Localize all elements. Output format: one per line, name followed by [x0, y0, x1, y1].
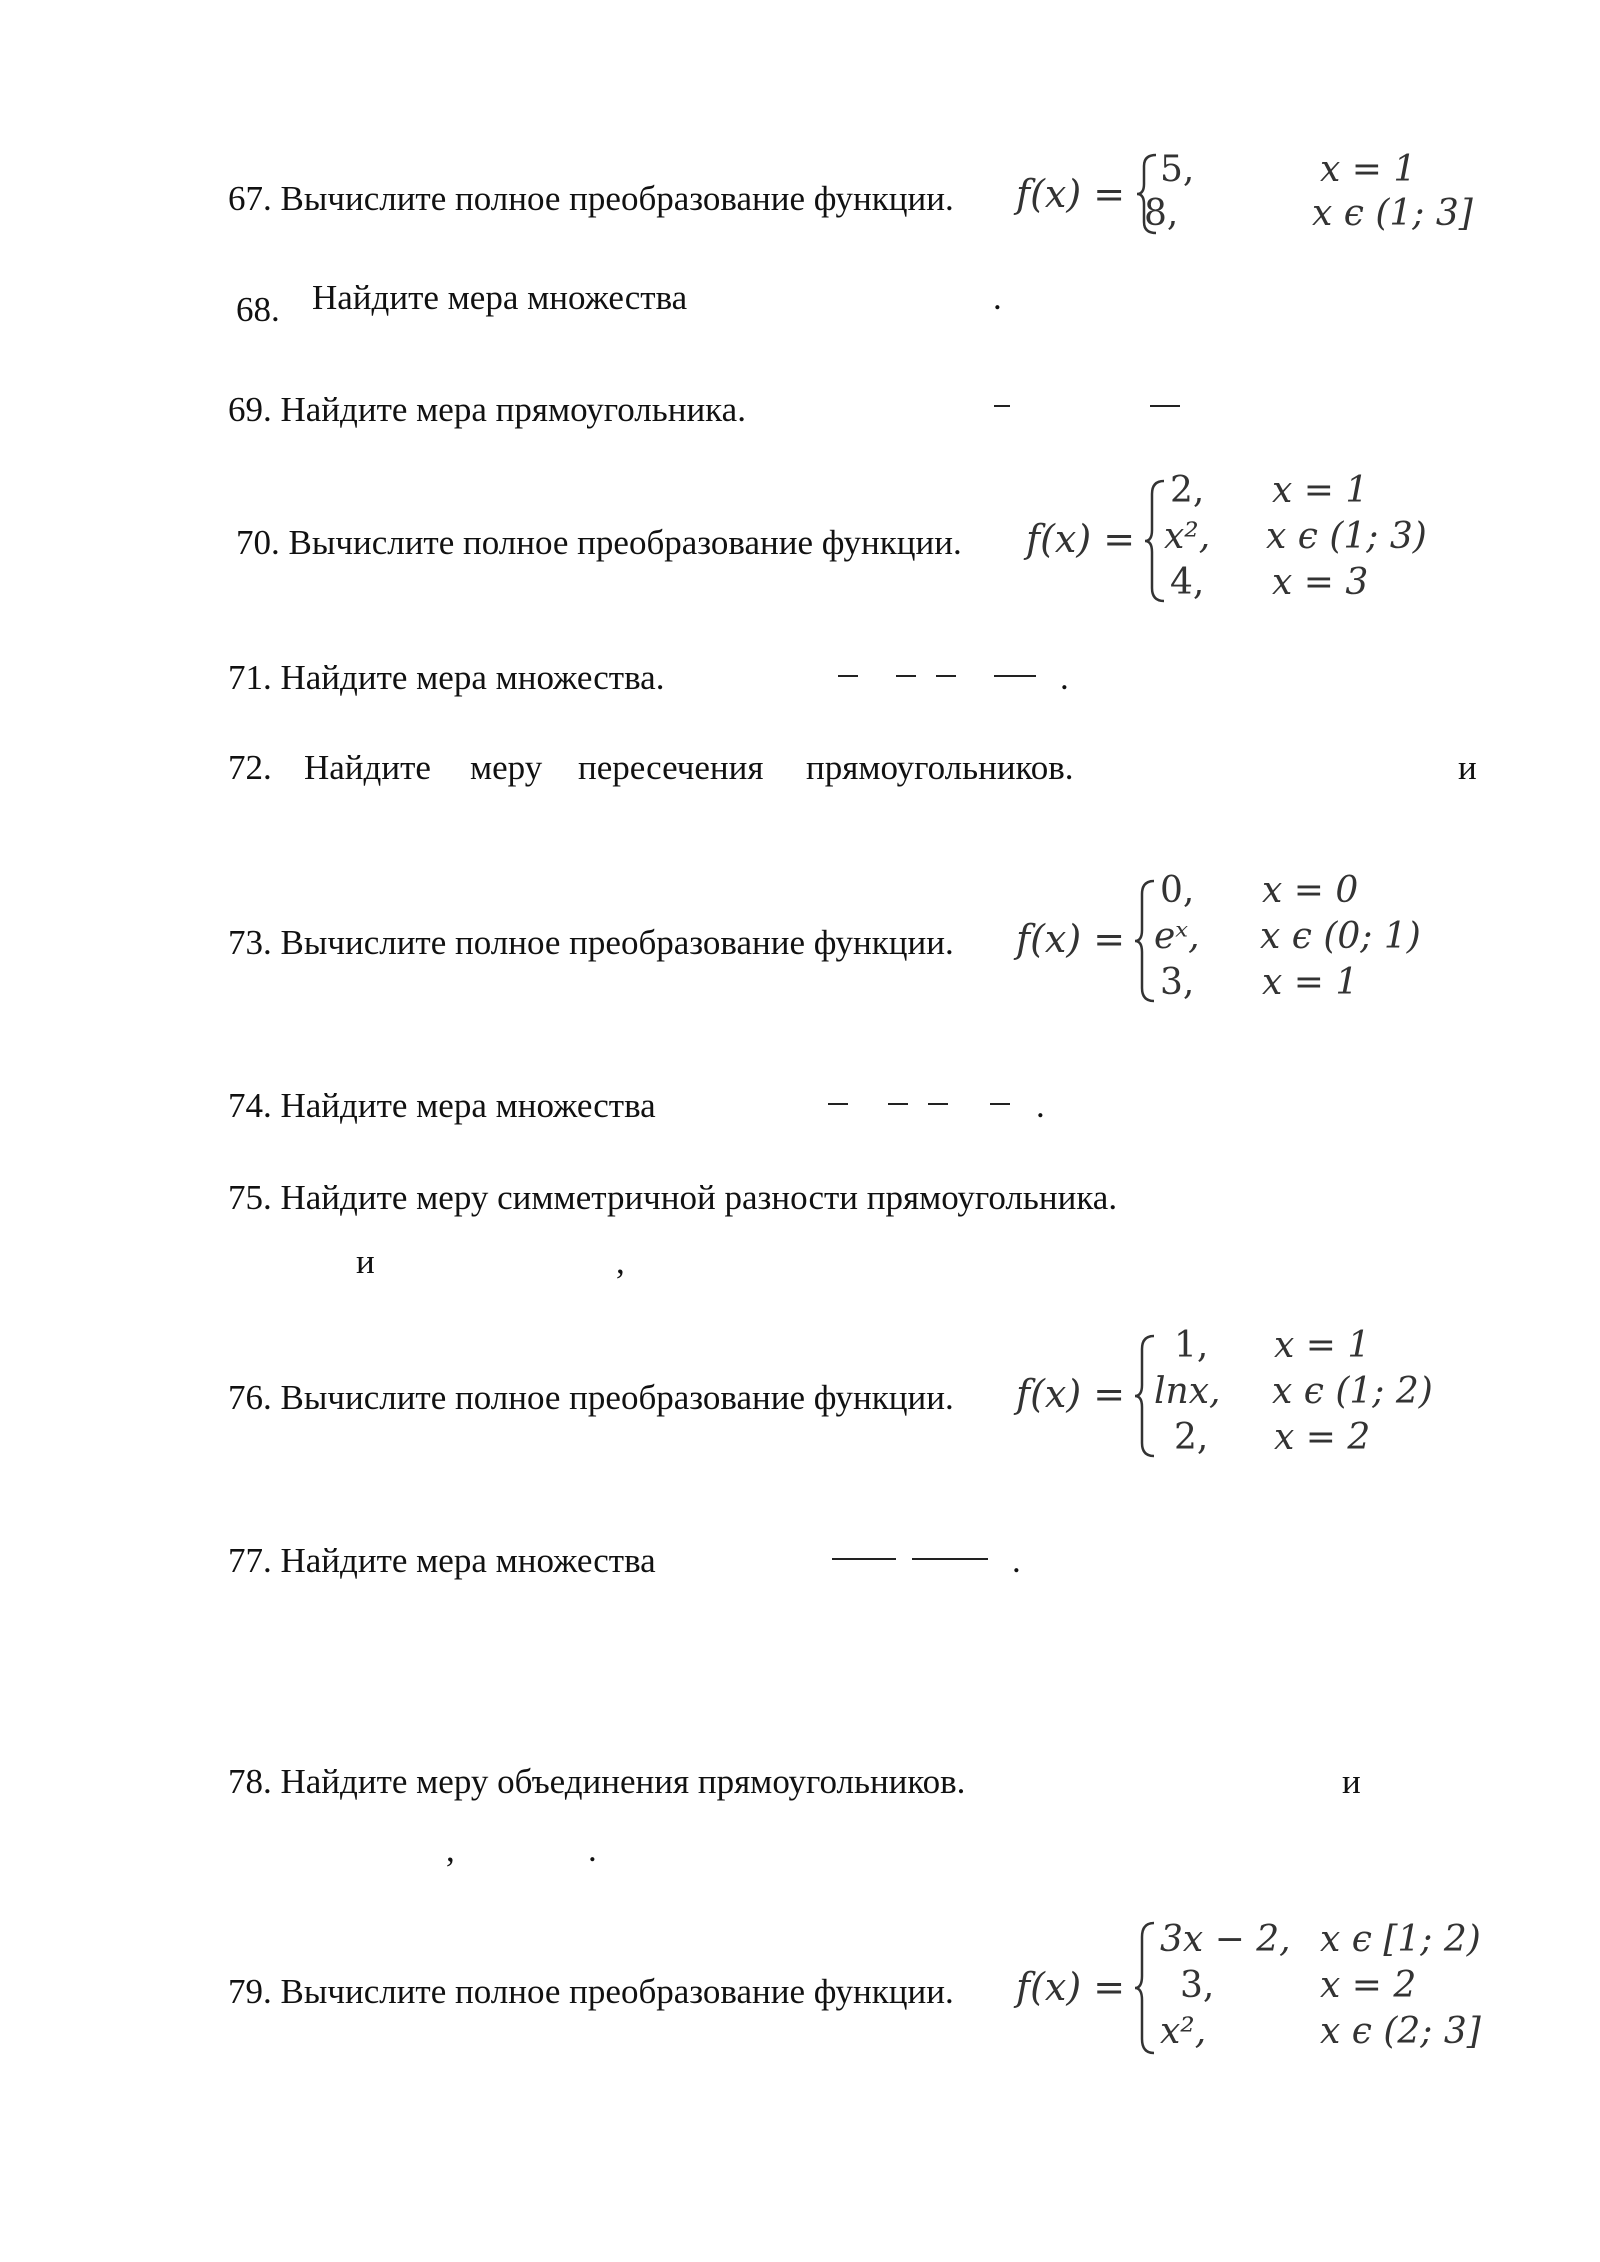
case-value: 1, — [1174, 1325, 1209, 1366]
fraction-bar — [1150, 405, 1180, 407]
fraction-bar — [928, 1103, 948, 1105]
case-value: eˣ, — [1154, 916, 1200, 957]
case-value: 3x − 2, — [1160, 1919, 1291, 1960]
problem-68-number: 68. — [236, 290, 280, 329]
case-condition: x ϵ (1; 2) — [1272, 1371, 1433, 1412]
problem-69-text: 69. Найдите мера прямоугольника. — [228, 390, 746, 429]
problem-75-conjunction: и — [356, 1242, 375, 1281]
problem-78-period: . — [588, 1830, 597, 1869]
case-value: 0, — [1160, 870, 1195, 911]
case-condition: x = 1 — [1320, 149, 1417, 190]
case-value: 4, — [1170, 562, 1205, 603]
case-condition: x = 1 — [1272, 470, 1369, 511]
case-value: lnx, — [1154, 1371, 1221, 1412]
problem-72-word: Найдите — [304, 748, 431, 787]
problem-77-period: . — [1012, 1541, 1021, 1580]
problem-72-word: меру — [470, 748, 543, 787]
function-label: f(x) = — [1016, 172, 1126, 216]
case-condition: x = 1 — [1274, 1325, 1371, 1366]
problem-72-word: пересечения — [578, 748, 764, 787]
problem-73-text: 73. Вычислите полное преобразование функции. — [228, 923, 954, 962]
problem-71-period: . — [1060, 658, 1069, 697]
left-brace-icon — [1132, 1920, 1158, 2056]
problem-68-text: Найдите мера множества — [312, 278, 688, 317]
problem-67-text: 67. Вычислите полное преобразование функции. — [228, 179, 954, 218]
case-condition: x ϵ [1; 2) — [1320, 1919, 1481, 1960]
problem-76-text: 76. Вычислите полное преобразование функции. — [228, 1378, 954, 1417]
case-value: 2, — [1170, 470, 1205, 511]
case-value: x², — [1164, 516, 1211, 557]
fraction-bar — [828, 1103, 848, 1105]
case-condition: x = 0 — [1262, 870, 1359, 911]
function-label: f(x) = — [1016, 1372, 1126, 1416]
problem-74-period: . — [1036, 1086, 1045, 1125]
case-condition: x ϵ (2; 3] — [1320, 2011, 1481, 2052]
problem-78-comma: , — [446, 1830, 455, 1869]
case-value: 3, — [1180, 1965, 1215, 2006]
case-value: 3, — [1160, 962, 1195, 1003]
case-condition: x ϵ (1; 3] — [1312, 193, 1473, 234]
case-value: x², — [1160, 2011, 1207, 2052]
problem-68-period: . — [993, 278, 1002, 317]
problem-75-text: 75. Найдите меру симметричной разности прямоугольника. — [228, 1178, 1118, 1217]
problem-72-word: прямоугольников. — [806, 748, 1074, 787]
case-value: 8, — [1144, 193, 1179, 234]
minus-sign — [994, 405, 1010, 407]
fraction-bar — [838, 675, 858, 677]
problem-72-conjunction: и — [1458, 748, 1477, 787]
case-condition: x = 1 — [1262, 962, 1359, 1003]
fraction-bar — [832, 1558, 896, 1560]
case-condition: x ϵ (1; 3) — [1266, 516, 1427, 557]
problem-71-text: 71. Найдите мера множества. — [228, 658, 665, 697]
problem-70-text: 70. Вычислите полное преобразование функции. — [236, 523, 962, 562]
fraction-bar — [888, 1103, 908, 1105]
case-condition: x ϵ (0; 1) — [1260, 916, 1421, 957]
fraction-bar — [936, 675, 956, 677]
case-condition: x = 2 — [1320, 1965, 1417, 2006]
function-label: f(x) = — [1016, 1965, 1126, 2009]
problem-74-text: 74. Найдите мера множества — [228, 1086, 656, 1125]
case-value: 2, — [1174, 1417, 1209, 1458]
function-label: f(x) = — [1026, 517, 1136, 561]
fraction-bar — [896, 675, 916, 677]
fraction-bar — [912, 1558, 988, 1560]
function-label: f(x) = — [1016, 917, 1126, 961]
case-value: 5, — [1160, 149, 1195, 190]
case-condition: x = 3 — [1272, 562, 1369, 603]
problem-79-text: 79. Вычислите полное преобразование функции. — [228, 1972, 954, 2011]
case-condition: x = 2 — [1274, 1417, 1371, 1458]
fraction-bar — [990, 1103, 1010, 1105]
problem-77-text: 77. Найдите мера множества — [228, 1541, 656, 1580]
problem-78-text: 78. Найдите меру объединения прямоугольников. — [228, 1762, 966, 1801]
fraction-bar — [994, 675, 1036, 677]
problem-75-comma: , — [616, 1242, 625, 1281]
problem-78-conjunction: и — [1342, 1762, 1361, 1801]
problem-72-number: 72. — [228, 748, 272, 787]
